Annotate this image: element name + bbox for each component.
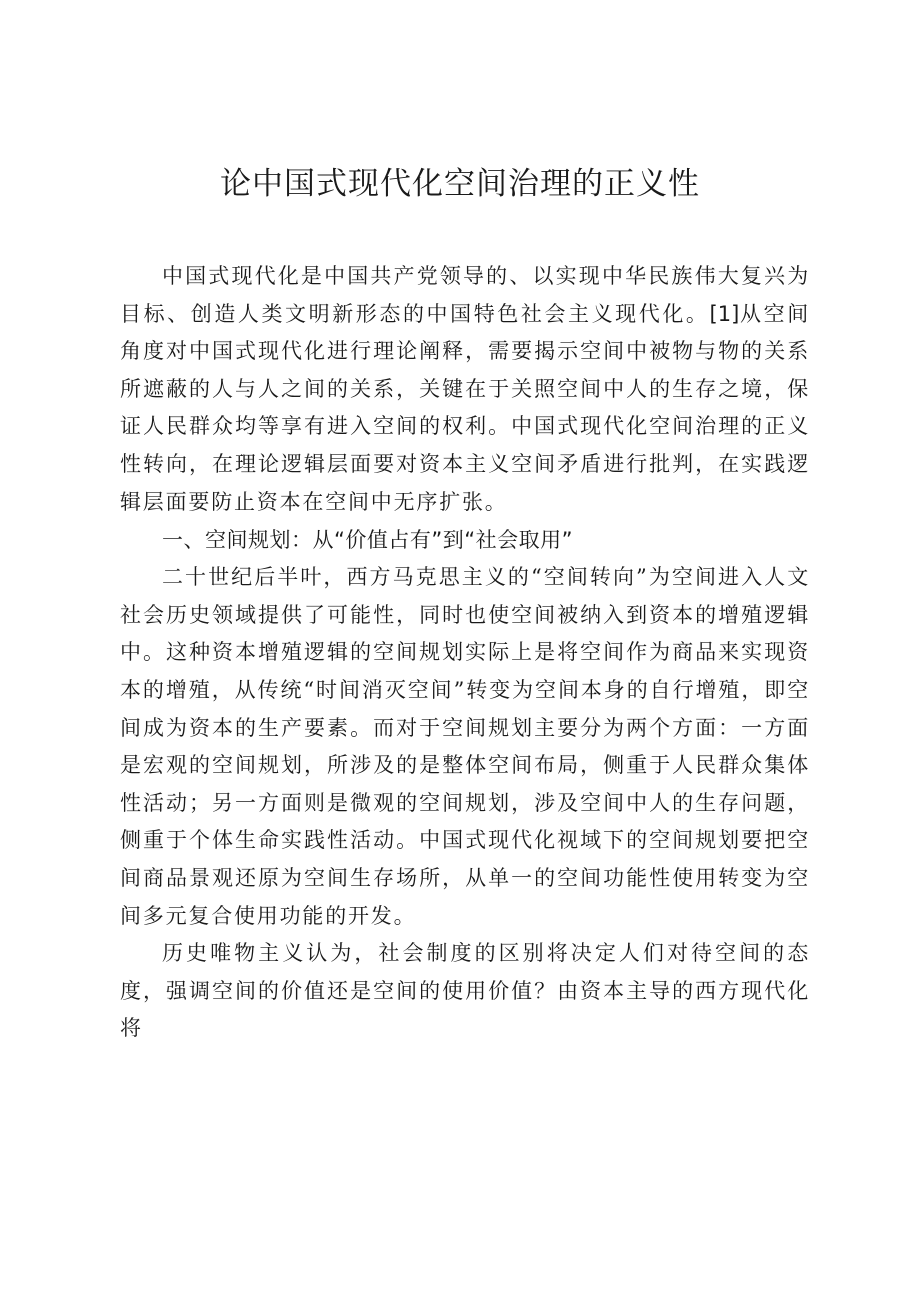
- section-paragraph-1: 二十世纪后半叶，西方马克思主义的“空间转向”为空间进入人文社会历史领域提供了可能性，同时也使空间被纳入到资本的增殖逻辑中。这种资本增殖逻辑的空间规划实际上是将空间作为商品来实现资本的增殖，从传统“时间消灭空间”转变为空间本身的自行增殖，即空间成为资本的生产要素。而对于空间规划主要分为两个方面：一方面是宏观的空间规划，所涉及的是整体空间布局，侧重于人民群众集体性活动；另一方面则是微观的空间规划，涉及空间中人的生存问题，侧重于个体生命实践性活动。中国式现代化视域下的空间规划要把空间商品景观还原为空间生存场所，从单一的空间功能性使用转变为空间多元复合使用功能的开发。: [120, 565, 810, 928]
- citation-ref: [1]: [709, 301, 740, 326]
- section-paragraph-2: 历史唯物主义认为，社会制度的区别将决定人们对待空间的态度，强调空间的价值还是空间的使用价值？由资本主导的西方现代化将: [120, 941, 810, 1041]
- intro-text-after: 从空间角度对中国式现代化进行理论阐释，需要揭示空间中被物与物的关系所遮蔽的人与人之间的关系，关键在于关照空间中人的生存之境，保证人民群众均等享有进入空间的权利。中国式现代化空间治理的正义性转向，在理论逻辑层面要对资本主义空间矛盾进行批判，在实践逻辑层面要防止资本在空间中无序扩张。: [120, 301, 811, 514]
- document-title: 论中国式现代化空间治理的正义性: [220, 166, 700, 202]
- section-heading: 一、空间规划：从“价值占有”到“社会取用”: [162, 528, 574, 553]
- intro-paragraph: [120, 258, 810, 521]
- document-body: [120, 258, 810, 1048]
- intro-text-before: 中国式现代化是中国共产党领导的、以实现中华民族伟大复兴为目标、创造人类文明新形态的中国特色社会主义现代化。: [120, 264, 810, 326]
